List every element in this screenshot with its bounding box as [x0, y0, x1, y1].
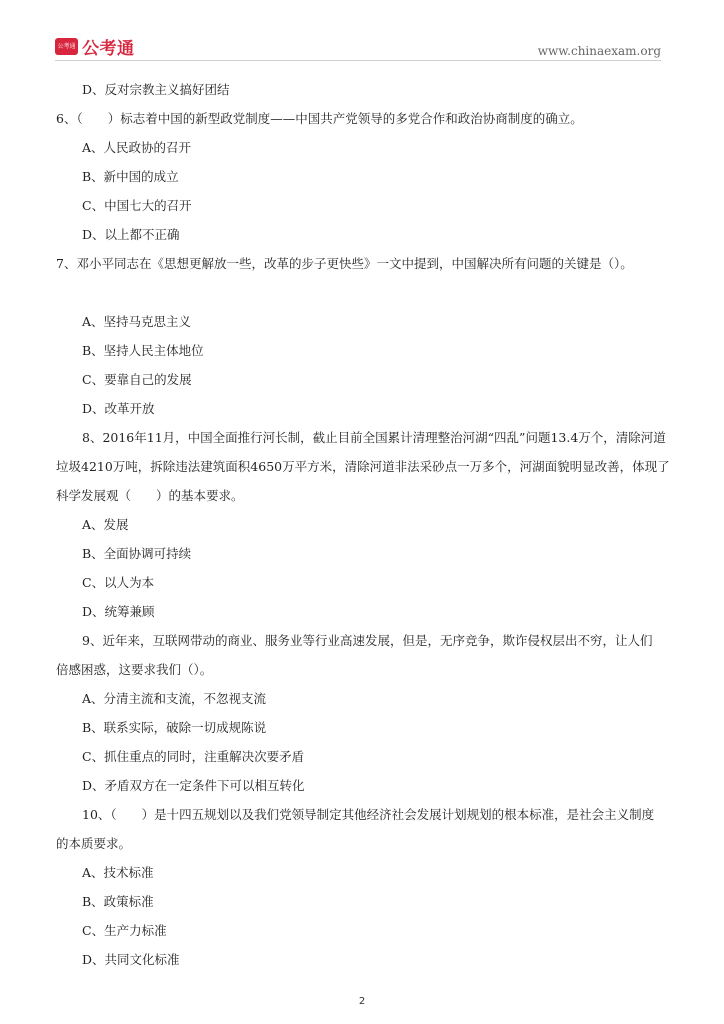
header-divider [55, 60, 661, 61]
question-9-line-2: 倍感困惑，这要求我们（）。 [56, 662, 213, 677]
question-9-line-1: 9、近年来，互联网带动的商业、服务业等行业高速发展，但是，无序竞争，欺诈侵权层出不穷，让人们 [82, 633, 653, 648]
option-line: C、抓住重点的同时，注重解决次要矛盾 [82, 749, 305, 764]
option-line: D、改革开放 [82, 401, 155, 416]
logo-text: 公考通 [82, 39, 135, 59]
option-line: B、全面协调可持续 [82, 546, 192, 561]
option-line: D、统筹兼顾 [82, 604, 155, 619]
option-line: D、反对宗教主义搞好团结 [82, 82, 230, 97]
option-line: C、以人为本 [82, 575, 155, 590]
question-10-line-2: 的本质要求。 [56, 836, 132, 851]
question-6: 6、（ ）标志着中国的新型政党制度——中国共产党领导的多党合作和政治协商制度的确立。 [56, 111, 583, 126]
document-body [56, 75, 672, 974]
option-line: D、矛盾双方在一定条件下可以相互转化 [82, 778, 305, 793]
option-line: C、要靠自己的发展 [82, 372, 192, 387]
option-line: D、共同文化标准 [82, 952, 180, 967]
option-line: B、新中国的成立 [82, 169, 179, 184]
option-line: C、生产力标准 [82, 923, 167, 938]
page-number: 2 [358, 996, 366, 1007]
option-line: C、中国七大的召开 [82, 198, 192, 213]
option-line: A、人民政协的召开 [82, 140, 192, 155]
question-8-line-1: 8、2016年11月，中国全面推行河长制，截止目前全国累计清理整治河湖“四乱”问题13.4万个，清除河道 [82, 430, 666, 445]
question-7: 7、邓小平同志在《思想更解放一些，改革的步子更快些》一文中提到，中国解决所有问题的关键是（）。 [56, 256, 633, 271]
logo [55, 34, 135, 59]
option-line: A、分清主流和支流，不忽视支流 [82, 691, 267, 706]
option-line: B、政策标准 [82, 894, 154, 909]
option-line: B、坚持人民主体地位 [82, 343, 204, 358]
question-8-line-3: 科学发展观（ ）的基本要求。 [56, 488, 244, 503]
option-line: A、技术标准 [82, 865, 154, 880]
site-url: www.chinaexam.org [537, 44, 661, 58]
option-line: A、坚持马克思主义 [82, 314, 192, 329]
logo-badge-icon: 公考通 [55, 38, 78, 55]
spacer [82, 278, 672, 307]
option-line: B、联系实际，破除一切成规陈说 [82, 720, 267, 735]
option-line: A、发展 [82, 517, 129, 532]
option-line: D、以上都不正确 [82, 227, 180, 242]
page-header [0, 0, 724, 70]
question-10-line-1: 10、（ ）是十四五规划以及我们党领导制定其他经济社会发展计划规划的根本标准，是社会主义制度 [82, 807, 655, 822]
question-8-line-2: 垃圾4210万吨，拆除违法建筑面积4650万平方米，清除河道非法采砂点一万多个，河湖面貌明显改善，体现了 [56, 459, 670, 474]
